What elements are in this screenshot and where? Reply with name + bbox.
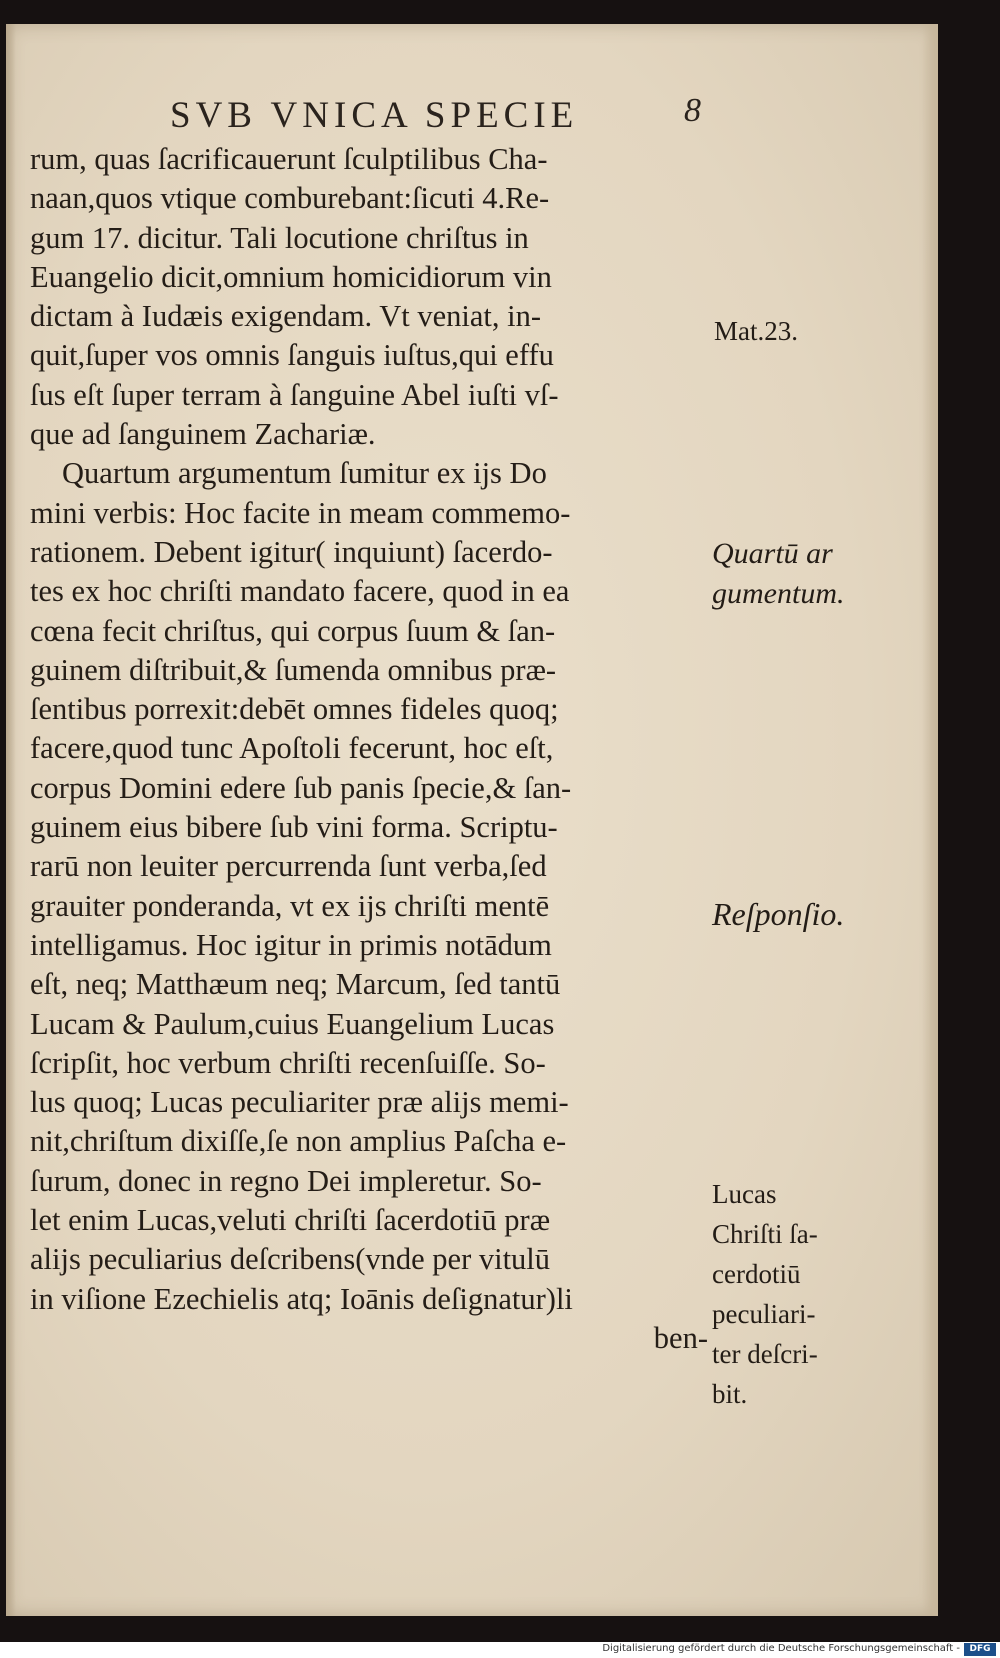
- text-line: let enim Lucas,veluti chriſti ſacerdotiū præ: [30, 1203, 551, 1238]
- footer-credit: Digitalisierung gefördert durch die Deutsche Forschungsgemeinschaft -: [602, 1643, 960, 1654]
- margin-note-line: Quartū ar: [712, 537, 833, 570]
- margin-note-lucas: [712, 1174, 818, 1414]
- margin-note-responsio: Reſponſio.: [712, 896, 845, 932]
- text-line: nit,chriſtum dixiſſe,ſe non amplius Paſcha e-: [30, 1124, 567, 1159]
- text-line: grauiter ponderanda, vt ex ijs chriſti mentē: [30, 888, 550, 923]
- margin-note-line: bit.: [712, 1379, 748, 1409]
- text-line: in viſione Ezechielis atq; Ioānis deſignatur)li: [30, 1281, 573, 1316]
- text-line: Euangelio dicit,omnium homicidiorum vin: [30, 259, 552, 294]
- text-line: dictam à Iudæis exigendam. Vt veniat, in-: [30, 299, 542, 334]
- margin-note-line: ter deſcri-: [712, 1339, 818, 1369]
- page-edge-shadow: [922, 24, 938, 1616]
- text-line: gum 17. dicitur. Tali locutione chriſtus in: [30, 220, 529, 255]
- text-line: eſt, neq; Matthæum neq; Marcum, ſed tantū: [30, 967, 561, 1002]
- margin-note-line: cerdotiū: [712, 1259, 801, 1289]
- catchword: ben-: [653, 1320, 708, 1355]
- text-line: Lucam & Paulum,cuius Euangelium Lucas: [30, 1006, 555, 1041]
- text-line: guinem eius bibere ſub vini forma. Scriptu-: [30, 810, 558, 845]
- text-line: rationem. Debent igitur( inquiunt) ſacerdo-: [30, 534, 553, 569]
- margin-note-line: gumentum.: [712, 577, 845, 610]
- text-line: facere,quod tunc Apoſtoli fecerunt, hoc eſt,: [30, 731, 554, 766]
- margin-note-quartum: [712, 534, 844, 614]
- text-line: lus quoq; Lucas peculiariter præ alijs memi-: [30, 1085, 569, 1120]
- text-line: naan,quos vtique comburebant:ſicuti 4.Re-: [30, 181, 550, 216]
- text-line: cœna fecit chriſtus, qui corpus ſuum & ſan-: [30, 613, 556, 648]
- margin-note-mat: Mat.23.: [714, 316, 798, 346]
- text-line: ſcripſit, hoc verbum chriſti recenſuiſſe. So-: [30, 1045, 546, 1080]
- text-line: ſurum, donec in regno Dei impleretur. So-: [30, 1163, 542, 1198]
- text-line: rarū non leuiter percurrenda ſunt verba,ſed: [30, 849, 547, 884]
- text-line: ſentibus porrexit:debēt omnes fideles quoq;: [30, 692, 559, 727]
- text-line: guinem diſtribuit,& ſumenda omnibus præ-: [30, 652, 557, 687]
- text-line: que ad ſanguinem Zachariæ.: [30, 417, 376, 452]
- running-head: SVB VNICA SPECIE: [170, 95, 579, 136]
- text-line: mini verbis: Hoc facite in meam commemo-: [30, 495, 571, 530]
- dfg-logo: DFG: [964, 1643, 996, 1656]
- margin-note-line: Lucas: [712, 1179, 777, 1209]
- page-gutter-shadow: [6, 24, 16, 1616]
- main-text-block: [30, 140, 710, 1358]
- text-line: quit,ſuper vos omnis ſanguis iuſtus,qui effu: [30, 338, 554, 373]
- page-number: 8: [684, 92, 701, 129]
- text-line: corpus Domini edere ſub panis ſpecie,& ſan-: [30, 770, 572, 805]
- text-line: alijs peculiarius deſcribens(vnde per vitulū: [30, 1242, 551, 1277]
- text-line: rum, quas ſacrificauerunt ſculptilibus Cha-: [30, 142, 548, 176]
- text-line: intelligamus. Hoc igitur in primis notādum: [30, 927, 552, 962]
- text-line: Quartum argumentum ſumitur ex ijs Do: [62, 456, 547, 491]
- text-line: ſus eſt ſuper terram à ſanguine Abel iuſti vſ-: [30, 377, 559, 412]
- text-line: tes ex hoc chriſti mandato facere, quod in ea: [30, 574, 570, 609]
- margin-note-line: Chriſti ſa-: [712, 1219, 818, 1249]
- margin-note-line: peculiari-: [712, 1299, 816, 1329]
